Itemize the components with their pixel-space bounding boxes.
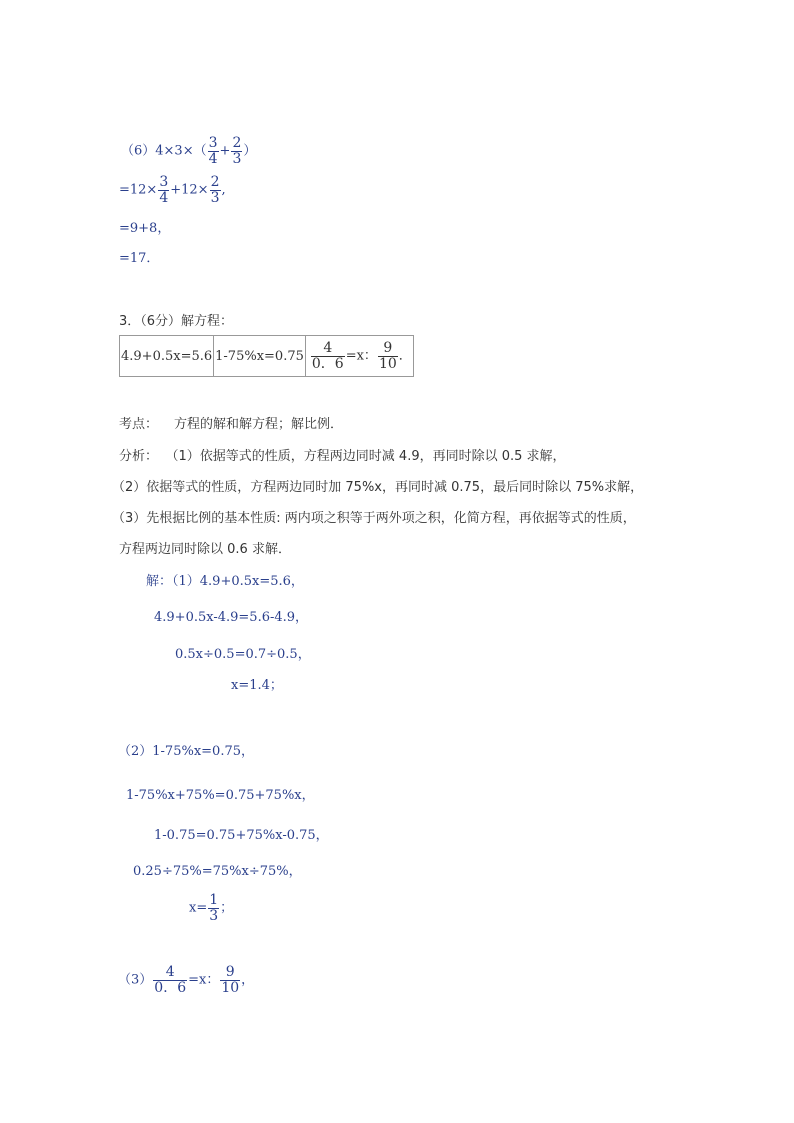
q3-title: 3．（6分）解方程：	[119, 314, 234, 329]
prob6-line	[121, 136, 256, 166]
sol2-line-4: 0.25÷75%=75%x÷75%，	[133, 864, 302, 879]
sol1-line-1: 解：（1）4.9+0.5x=5.6，	[146, 574, 304, 589]
prob6-step2: =9+8，	[119, 221, 171, 236]
fraction: $\frac{2}{3}$	[232, 135, 242, 167]
fenxi-line-1: 分析： （1）依据等式的性质，方程两边同时减 4.9，再同时除以 0.5 求解，	[119, 449, 566, 464]
sol1-line-3: 0.5x÷0.5=0.7÷0.5，	[175, 647, 311, 662]
kaodian-text: 方程的解和解方程；解比例．	[174, 417, 344, 432]
fenxi-line-4: 方程两边同时除以 0.6 求解．	[119, 542, 291, 557]
sol1-line-4: x=1.4；	[231, 678, 283, 693]
fraction: $\frac{3}{4}$	[159, 174, 169, 206]
plus-sign: +	[219, 143, 231, 159]
sol2-line-3: 1-0.75=0.75+75%x-0.75，	[154, 828, 329, 843]
equation-table	[119, 335, 414, 377]
eq-cell-3: $\frac{4}{0.6}$ =x： $\frac{9}{10}$ ．	[305, 336, 413, 377]
eq-cell-2: 1-75%x=0.75	[214, 336, 306, 377]
prob6-step3: =17．	[119, 251, 160, 266]
kaodian-label: 考点：	[119, 417, 159, 432]
prob6-label: （6）4×3×（	[121, 143, 207, 159]
sol2-line-1: （2）1-75%x=0.75，	[118, 744, 254, 759]
sol2-line-2: 1-75%x+75%=0.75+75%x，	[126, 788, 315, 803]
sol2-line-5: x= $\frac{1}{3}$ ；	[189, 892, 234, 924]
sol3-line-1: （3） $\frac{4}{0.6}$ =x： $\frac{9}{10}$ ，	[118, 964, 255, 996]
kaodian-line	[119, 418, 343, 431]
fenxi-label: 分析：	[119, 449, 159, 464]
prob6-step1: =12× $\frac{3}{4}$ +12× $\frac{2}{3}$ ,	[119, 174, 226, 206]
close-paren: ）	[243, 143, 257, 159]
eq-cell-1: 4.9+0.5x=5.6	[120, 336, 214, 377]
sol1-line-2: 4.9+0.5x-4.9=5.6-4.9，	[154, 610, 309, 625]
fraction: $\frac{3}{4}$	[208, 135, 218, 167]
fraction: $\frac{2}{3}$	[210, 174, 220, 206]
fraction: $\frac{4}{0.6}$	[154, 964, 187, 996]
fraction: $\frac{1}{3}$	[209, 892, 219, 924]
fenxi-line-2: （2）依据等式的性质，方程两边同时加 75%x，再同时减 0.75，最后同时除以 75%求解，	[112, 480, 644, 495]
fenxi-line-3: （3）先根据比例的基本性质: 两内项之积等于两外项之积，化简方程，再依据等式的性质，	[112, 511, 636, 526]
fraction: $\frac{4}{0.6}$	[311, 339, 344, 372]
fraction: $\frac{9}{10}$	[221, 964, 240, 996]
fraction: $\frac{9}{10}$	[378, 339, 397, 372]
